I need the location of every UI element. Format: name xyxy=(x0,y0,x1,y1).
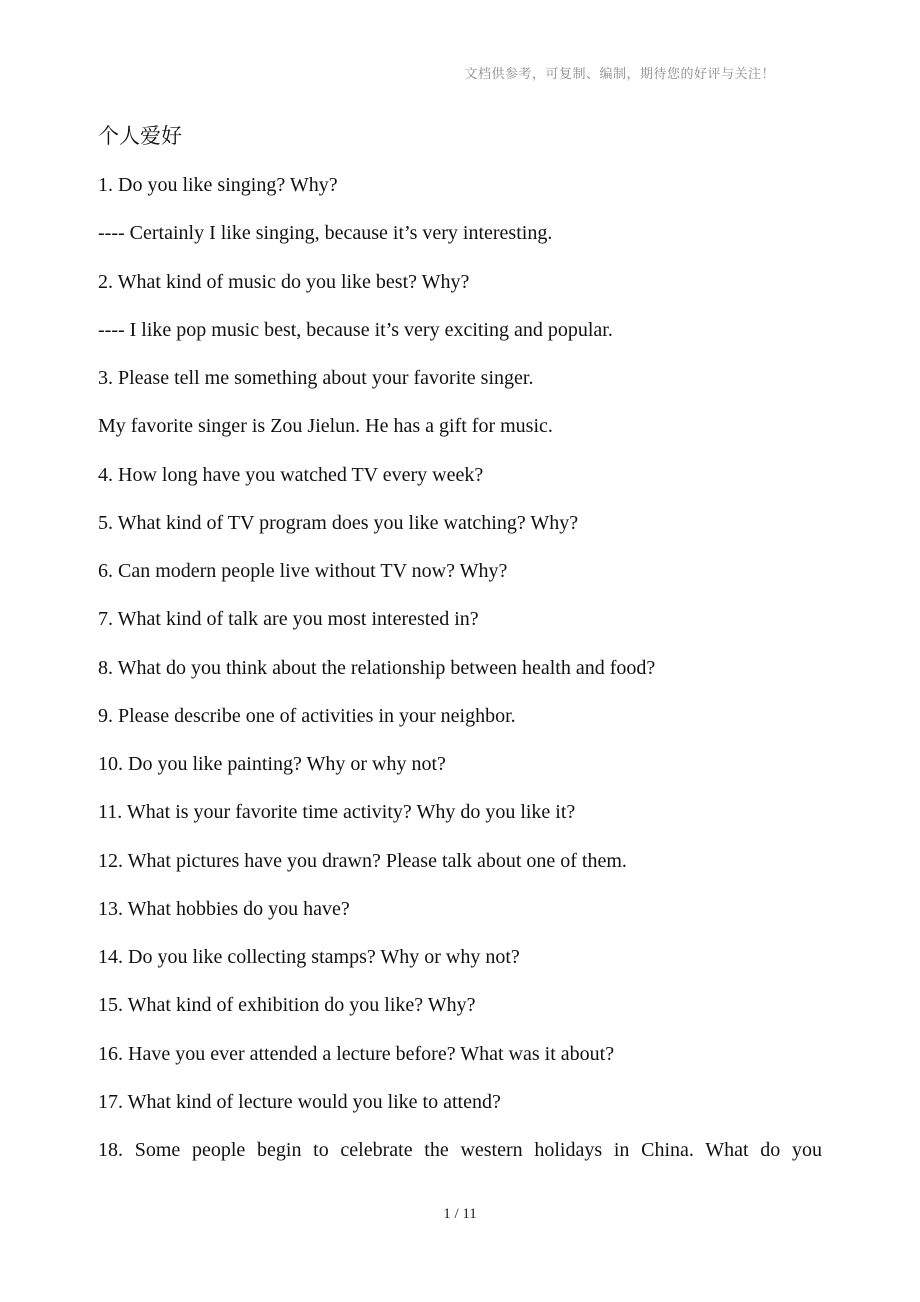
text-line: 14. Do you like collecting stamps? Why or why not? xyxy=(98,946,520,968)
text-line: 12. What pictures have you drawn? Please talk about one of them. xyxy=(98,849,627,872)
header-note: 文档供参考，可复制、编制，期待您的好评与关注！ xyxy=(464,66,775,81)
text-line: My favorite singer is Zou Jielun. He has a gift for music. xyxy=(98,415,553,438)
text-line: 13. What hobbies do you have? xyxy=(98,897,350,920)
text-line: 6. Can modern people live without TV now? Why? xyxy=(98,560,508,582)
text-line: 3. Please tell me something about your favorite singer. xyxy=(98,367,534,389)
text-line: 18. Some people begin to celebrate the western holidays in China. What do you xyxy=(98,1139,822,1161)
text-line: 11. What is your favorite time activity? Why do you like it? xyxy=(98,801,576,824)
text-line: 2. What kind of music do you like best? Why? xyxy=(98,270,470,293)
text-line: 1. Do you like singing? Why? xyxy=(98,174,338,196)
text-line: 15. What kind of exhibition do you like? Why? xyxy=(98,994,476,1017)
text-line: 10. Do you like painting? Why or why not? xyxy=(98,753,446,775)
text-line: 16. Have you ever attended a lecture before? What was it about? xyxy=(98,1042,615,1065)
text-line: 4. How long have you watched TV every week? xyxy=(98,463,484,486)
document-title: 个人爱好 xyxy=(98,124,182,148)
text-line: 7. What kind of talk are you most interested in? xyxy=(98,608,479,631)
text-line: 17. What kind of lecture would you like to attend? xyxy=(98,1090,501,1113)
question-list xyxy=(98,170,822,1183)
text-line: 5. What kind of TV program does you like watching? Why? xyxy=(98,511,579,534)
text-line: ---- I like pop music best, because it’s very exciting and popular. xyxy=(98,318,613,341)
text-line: 8. What do you think about the relationship between health and food? xyxy=(98,656,656,679)
page-number: 1 / 11 xyxy=(443,1206,477,1222)
text-line: ---- Certainly I like singing, because it’s very interesting. xyxy=(98,222,553,245)
text-line: 9. Please describe one of activities in your neighbor. xyxy=(98,704,516,727)
